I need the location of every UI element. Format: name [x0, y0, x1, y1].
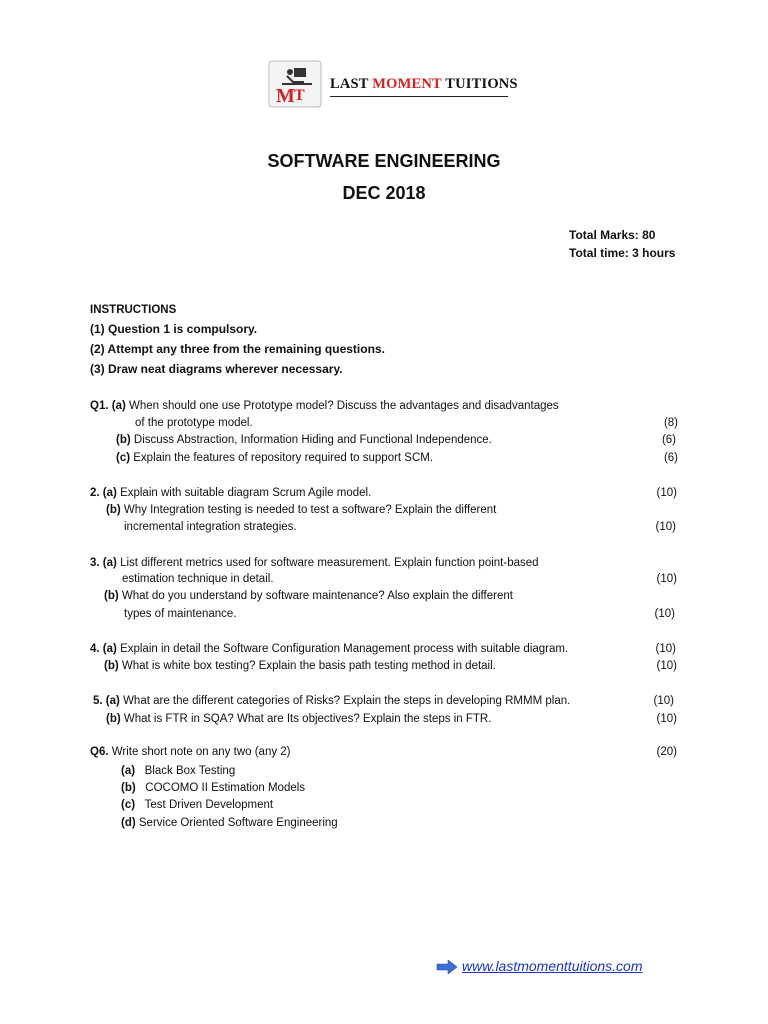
q3-part-b-cont: types of maintenance. [124, 608, 237, 620]
q2-a-marks: (10) [656, 487, 677, 499]
q4-a-marks: (10) [655, 643, 676, 655]
q2-b-marks: (10) [655, 521, 676, 533]
q3-b-marks: (10) [654, 608, 675, 620]
lmt-desk-logo-icon [268, 60, 322, 108]
q5-part-a: 5. (a) What are the different categories of Risks? Explain the steps in developing RMMM plan. [93, 695, 571, 707]
q2-part-b: (b) Why Integration testing is needed to test a software? Explain the different [106, 504, 497, 516]
total-time: Total time: 3 hours [569, 246, 676, 260]
q6-marks: (20) [656, 746, 677, 758]
q6-option: (a) Black Box Testing [121, 765, 236, 777]
q6-heading: Q6. Write short note on any two (any 2) [90, 746, 291, 758]
q1-c-marks: (6) [663, 452, 678, 464]
svg-text:M: M [276, 85, 295, 107]
exam-session: DEC 2018 [342, 183, 426, 203]
q5-part-b: (b) What is FTR in SQA? What are Its objectives? Explain the steps in FTR. [106, 713, 492, 725]
total-marks: Total Marks: 80 [569, 228, 656, 242]
q3-a-marks: (10) [656, 573, 677, 585]
q4-part-a: 4. (a) Explain in detail the Software Configuration Management process with suitable diagram. [90, 643, 569, 655]
q2-part-a: 2. (a) Explain with suitable diagram Scrum Agile model. [90, 487, 372, 499]
subject-title: SOFTWARE ENGINEERING [267, 151, 501, 171]
q1-b-marks: (6) [661, 434, 676, 446]
q5-b-marks: (10) [656, 713, 677, 725]
instructions-heading: INSTRUCTIONS [90, 304, 177, 316]
q2-part-b-cont: incremental integration strategies. [124, 521, 297, 533]
q1-part-c: (c) Explain the features of repository required to support SCM. [116, 452, 434, 464]
svg-text:T: T [294, 87, 305, 104]
q6-option: (c) Test Driven Development [121, 799, 274, 811]
q3-part-a: 3. (a) List different metrics used for software measurement. Explain function point-based [90, 557, 539, 569]
instruction-item: (1) Question 1 is compulsory. [90, 322, 258, 336]
brand-underline [330, 96, 508, 97]
q1-part-a: Q1. (a) When should one use Prototype model? Discuss the advantages and disadvantages [90, 400, 559, 412]
q6-option: (d) Service Oriented Software Engineering [121, 817, 338, 829]
q3-part-b: (b) What do you understand by software maintenance? Also explain the different [104, 590, 513, 602]
q1-part-b: (b) Discuss Abstraction, Information Hiding and Functional Independence. [116, 434, 492, 446]
q5-a-marks: (10) [653, 695, 674, 707]
q3-part-a-cont: estimation technique in detail. [122, 573, 274, 585]
q1-a-marks: (8) [663, 417, 678, 429]
brand-name: LAST MOMENT TUITIONS [330, 76, 518, 92]
instruction-item: (2) Attempt any three from the remaining questions. [90, 342, 385, 356]
q4-b-marks: (10) [656, 660, 677, 672]
q1-part-a-cont: of the prototype model. [135, 417, 253, 429]
right-arrow-icon [436, 960, 458, 974]
q4-part-b: (b) What is white box testing? Explain the basis path testing method in detail. [104, 660, 496, 672]
website-link[interactable]: www.lastmomenttuitions.com [462, 958, 643, 974]
instruction-item: (3) Draw neat diagrams wherever necessary. [90, 362, 343, 376]
q6-option: (b) COCOMO II Estimation Models [121, 782, 306, 794]
